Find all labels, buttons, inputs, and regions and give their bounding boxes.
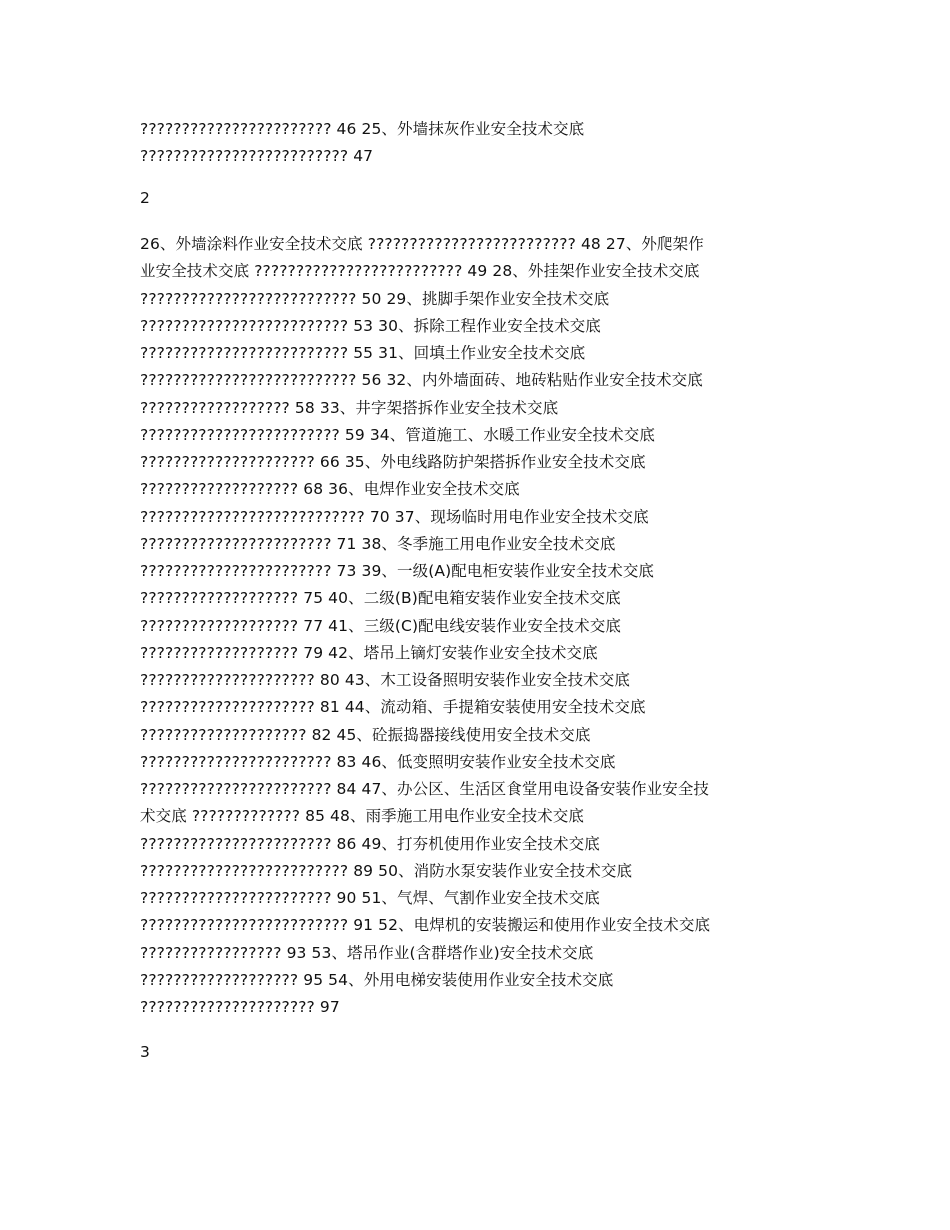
toc-line: 术交底 ????????????? 85 48、雨季施工用电作业安全技术交底 [140, 807, 584, 826]
toc-line: ????????????????? 93 53、塔吊作业(含群塔作业)安全技术交底 [140, 943, 594, 962]
page-number-3: 3 [140, 1043, 150, 1061]
toc-line: ????????????????????? 80 43、木工设备照明安装作业安全技术交底 [140, 671, 630, 689]
toc-line: ?????????????????? 58 33、井字架搭拆作业安全技术交底 [140, 398, 559, 417]
toc-line: ????????????????????????? 53 30、拆除工程作业安全技术交底 [140, 316, 601, 335]
toc-line: ????????????????????? 81 44、流动箱、手提箱安装使用安全技术交底 [140, 698, 646, 717]
toc-line: ??????????????????????????? 70 37、现场临时用电作业安全技术交底 [140, 507, 649, 526]
toc-line: ??????????????????? 79 42、塔吊上镝灯安装作业安全技术交底 [140, 643, 598, 662]
toc-line: ???????????????????? 82 45、砼振捣器接线使用安全技术交底 [140, 725, 591, 744]
toc-line: 26、外墙涂料作业安全技术交底 ????????????????????????? 48 27、外爬架作 [140, 235, 704, 253]
toc-line: ??????????????????? 75 40、二级(B)配电箱安装作业安全技术交底 [140, 589, 621, 608]
toc-line: ????????????????????????? 47 [140, 147, 374, 166]
toc-line: ????????????????????????? 89 50、消防水泵安装作业安全技术交底 [140, 861, 633, 880]
toc-line: ??????????????????? 68 36、电焊作业安全技术交底 [140, 480, 520, 499]
toc-line: ??????????????????? 77 41、三级(C)配电线安装作业安全技术交底 [140, 616, 621, 635]
toc-line: ??????????????????????? 86 49、打夯机使用作业安全技术交底 [140, 834, 600, 853]
toc-line: ????????????????????? 97 [140, 998, 340, 1016]
toc-line: ??????????????????????? 84 47、办公区、生活区食堂用电设备安装作业安全技 [140, 780, 710, 798]
toc-line: ??????????????????? 95 54、外用电梯安装使用作业安全技术交底 [140, 970, 614, 989]
page-number-2: 2 [140, 189, 150, 207]
toc-line: ??????????????????????? 90 51、气焊、气割作业安全技术交底 [140, 889, 600, 907]
toc-line: ??????????????????????? 71 38、冬季施工用电作业安全技术交底 [140, 534, 616, 553]
toc-line: ??????????????????????? 46 25、外墙抹灰作业安全技术交底 [140, 120, 585, 138]
toc-line: 业安全技术交底 ????????????????????????? 49 28、外挂架作业安全技术交底 [140, 262, 700, 281]
toc-line: ????????????????????? 66 35、外电线路防护架搭拆作业安全技术交底 [140, 453, 646, 471]
toc-line: ?????????????????????????? 50 29、挑脚手架作业安全技术交底 [140, 289, 610, 308]
toc-line: ????????????????????????? 55 31、回填土作业安全技术交底 [140, 344, 586, 362]
toc-line: ????????????????????????? 91 52、电焊机的安装搬运和使用作业安全技术交底 [140, 916, 711, 935]
toc-line: ??????????????????????? 83 46、低变照明安装作业安全技术交底 [140, 752, 616, 771]
toc-line: ??????????????????????? 73 39、一级(A)配电柜安装作业安全技术交底 [140, 562, 655, 580]
toc-line: ???????????????????????? 59 34、管道施工、水暖工作业安全技术交底 [140, 425, 655, 444]
toc-line: ?????????????????????????? 56 32、内外墙面砖、地砖粘贴作业安全技术交底 [140, 371, 703, 390]
